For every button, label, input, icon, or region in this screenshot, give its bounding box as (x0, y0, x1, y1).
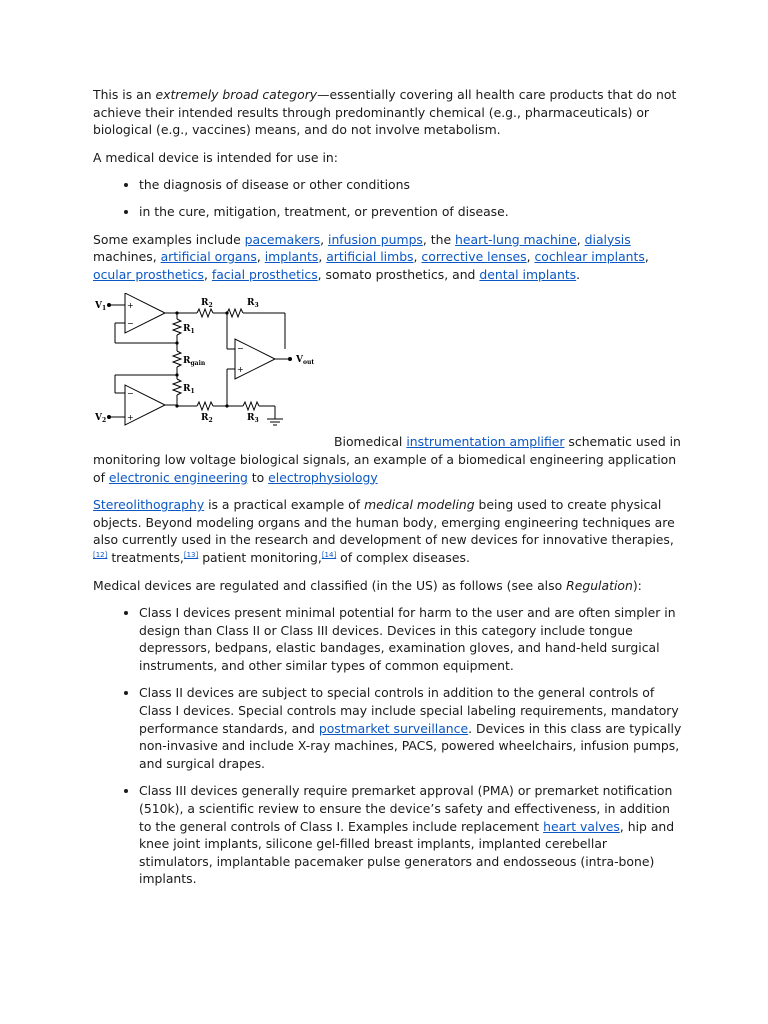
instrumentation-amplifier-schematic (93, 293, 333, 433)
link-instrumentation-amplifier[interactable]: instrumentation amplifier (406, 434, 565, 450)
stereo-text: being used to create physical objects. Beyond modeling organs and the human body, emerging engineering techniques are also currently used in the research and development of new devices for innovative therapies, (93, 497, 675, 548)
list-item-class-2 (139, 684, 683, 772)
label-r3-top: $R_3$ (247, 298, 259, 310)
link-artificial-organs[interactable]: artificial organs (160, 249, 257, 265)
opamp-bottom-minus: − (127, 389, 134, 399)
reference-14[interactable]: [14] (321, 550, 337, 559)
link-artificial-limbs[interactable]: artificial limbs (326, 249, 414, 265)
label-v2: $V_2$ (95, 413, 107, 425)
class-2-text: Class II devices are subject to special controls in addition to the general controls of Class I devices. Special controls may include special labeling requirements, mandatory performance standards, and (139, 685, 679, 736)
label-r3-bottom: $R_3$ (247, 413, 259, 425)
intro-text-post: —essentially covering all health care products that do not achieve their intended results through predominantly chemical (e.g., pharmaceuticals) or biological (e.g., vaccines) means, and do not involve metabolism. (93, 87, 677, 138)
label-vout: $V_{out}$ (296, 355, 315, 367)
intro-paragraph (93, 86, 683, 139)
link-postmarket-surveillance[interactable]: postmarket surveillance (318, 720, 469, 736)
opamp-bottom-plus: + (127, 413, 134, 423)
regulation-text: ): (632, 577, 642, 593)
intended-use-lead: A medical device is intended for use in: (93, 149, 338, 165)
examples-text: , the (422, 231, 456, 247)
stereolithography-paragraph (93, 496, 683, 566)
label-r2-top: $R_2$ (201, 298, 213, 310)
class-3-text: Class III devices generally require premarket approval (PMA) or premarket notification (510k), a scientific review to ensure the device’s safety and effectiveness, in addition to the general controls of Class I. Examples include replacement (139, 783, 673, 834)
label-r2-bottom: $R_2$ (201, 413, 213, 425)
link-facial-prosthetics[interactable]: facial prosthetics (211, 266, 318, 282)
list-item-class-1: • Class I devices present minimal potential for harm to the user and are often simpler in design than Class II or Class III devices. Devices in this category include tongue depressors, bedpans, elastic bandages, examination gloves, and hand-held surgical instruments, and other similar types of common equipment. (139, 604, 683, 674)
examples-end: . (576, 266, 581, 282)
link-heart-valves[interactable]: heart valves (543, 818, 620, 834)
reference-12[interactable]: [12] (93, 550, 108, 559)
list-item-class-3 (139, 782, 683, 888)
link-dental-implants[interactable]: dental implants (479, 266, 577, 282)
device-classes-list (93, 604, 683, 888)
label-rgain: $R_{gain}$ (183, 356, 206, 368)
figure-caption (93, 433, 683, 486)
link-infusion-pumps[interactable]: infusion pumps (328, 231, 423, 247)
link-stereolithography[interactable]: Stereolithography (93, 497, 205, 513)
list-item: • the diagnosis of disease or other conditions (139, 176, 683, 194)
examples-text: machines, (93, 249, 161, 265)
regulation-lead (93, 577, 683, 595)
stereo-text: of complex diseases. (336, 549, 470, 565)
link-pacemakers[interactable]: pacemakers (244, 231, 321, 247)
caption-text: Biomedical (334, 434, 407, 450)
reference-13[interactable]: [13] (183, 550, 199, 559)
link-electronic-engineering[interactable]: electronic engineering (108, 469, 248, 485)
intro-emphasis: extremely broad category (155, 87, 318, 102)
link-cochlear-implants[interactable]: cochlear implants (534, 249, 645, 265)
stereo-text: patient monitoring, (198, 549, 322, 565)
article-body (93, 86, 683, 898)
stereo-text: is a practical example of (204, 497, 365, 513)
intended-use-list (93, 176, 683, 220)
label-v1: $V_1$ (95, 301, 107, 313)
link-implants[interactable]: implants (264, 249, 319, 265)
class-3-text: , hip and knee joint implants, silicone gel-filled breast implants, implanted cerebellar stimulators, implantable pacemaker pulse generators and endosseous (intra-bone) implants. (139, 818, 675, 887)
examples-lead: Some examples include (93, 231, 245, 247)
label-r1-top: $R_1$ (183, 324, 195, 336)
link-electrophysiology[interactable]: electrophysiology (268, 469, 378, 485)
class-2-text: . Devices in this class are typically non-invasive and include X-ray machines, PACS, powered wheelchairs, infusion pumps, and surgical drapes. (139, 720, 682, 771)
opamp-out-plus: + (237, 365, 244, 375)
regulation-text: Medical devices are regulated and classified (in the US) as follows (see also (93, 577, 567, 593)
opamp-top-minus: − (127, 319, 134, 329)
link-corrective-lenses[interactable]: corrective lenses (421, 249, 527, 265)
stereo-text: treatments, (107, 549, 184, 565)
label-r1-bottom: $R_1$ (183, 384, 195, 396)
caption-text: to (247, 469, 269, 485)
examples-paragraph: Some examples include pacemakers, infusion pumps, the heart-lung machine, dialysis machines, artificial organs, implants, artificial limbs, corrective lenses, cochlear implants, ocular prosthetics, facial prosthetics, somato prosthetics, and dental implants. (93, 231, 649, 282)
link-dialysis[interactable]: dialysis (584, 231, 631, 247)
regulation-emphasis: Regulation (566, 577, 633, 593)
link-heart-lung-machine[interactable]: heart-lung machine (455, 231, 577, 247)
opamp-top-plus: + (127, 301, 134, 311)
examples-text: , somato prosthetics, and (317, 266, 480, 282)
caption-text: schematic used in monitoring low voltage biological signals, an example of a biomedical engineering application of (93, 434, 681, 485)
stereo-emphasis: medical modeling (364, 497, 475, 513)
intro-text-pre: This is an (93, 87, 156, 102)
list-item: • in the cure, mitigation, treatment, or prevention of disease. (139, 203, 683, 221)
opamp-out-minus: − (237, 344, 244, 354)
amplifier-figure (93, 293, 683, 433)
link-ocular-prosthetics[interactable]: ocular prosthetics (93, 266, 204, 282)
